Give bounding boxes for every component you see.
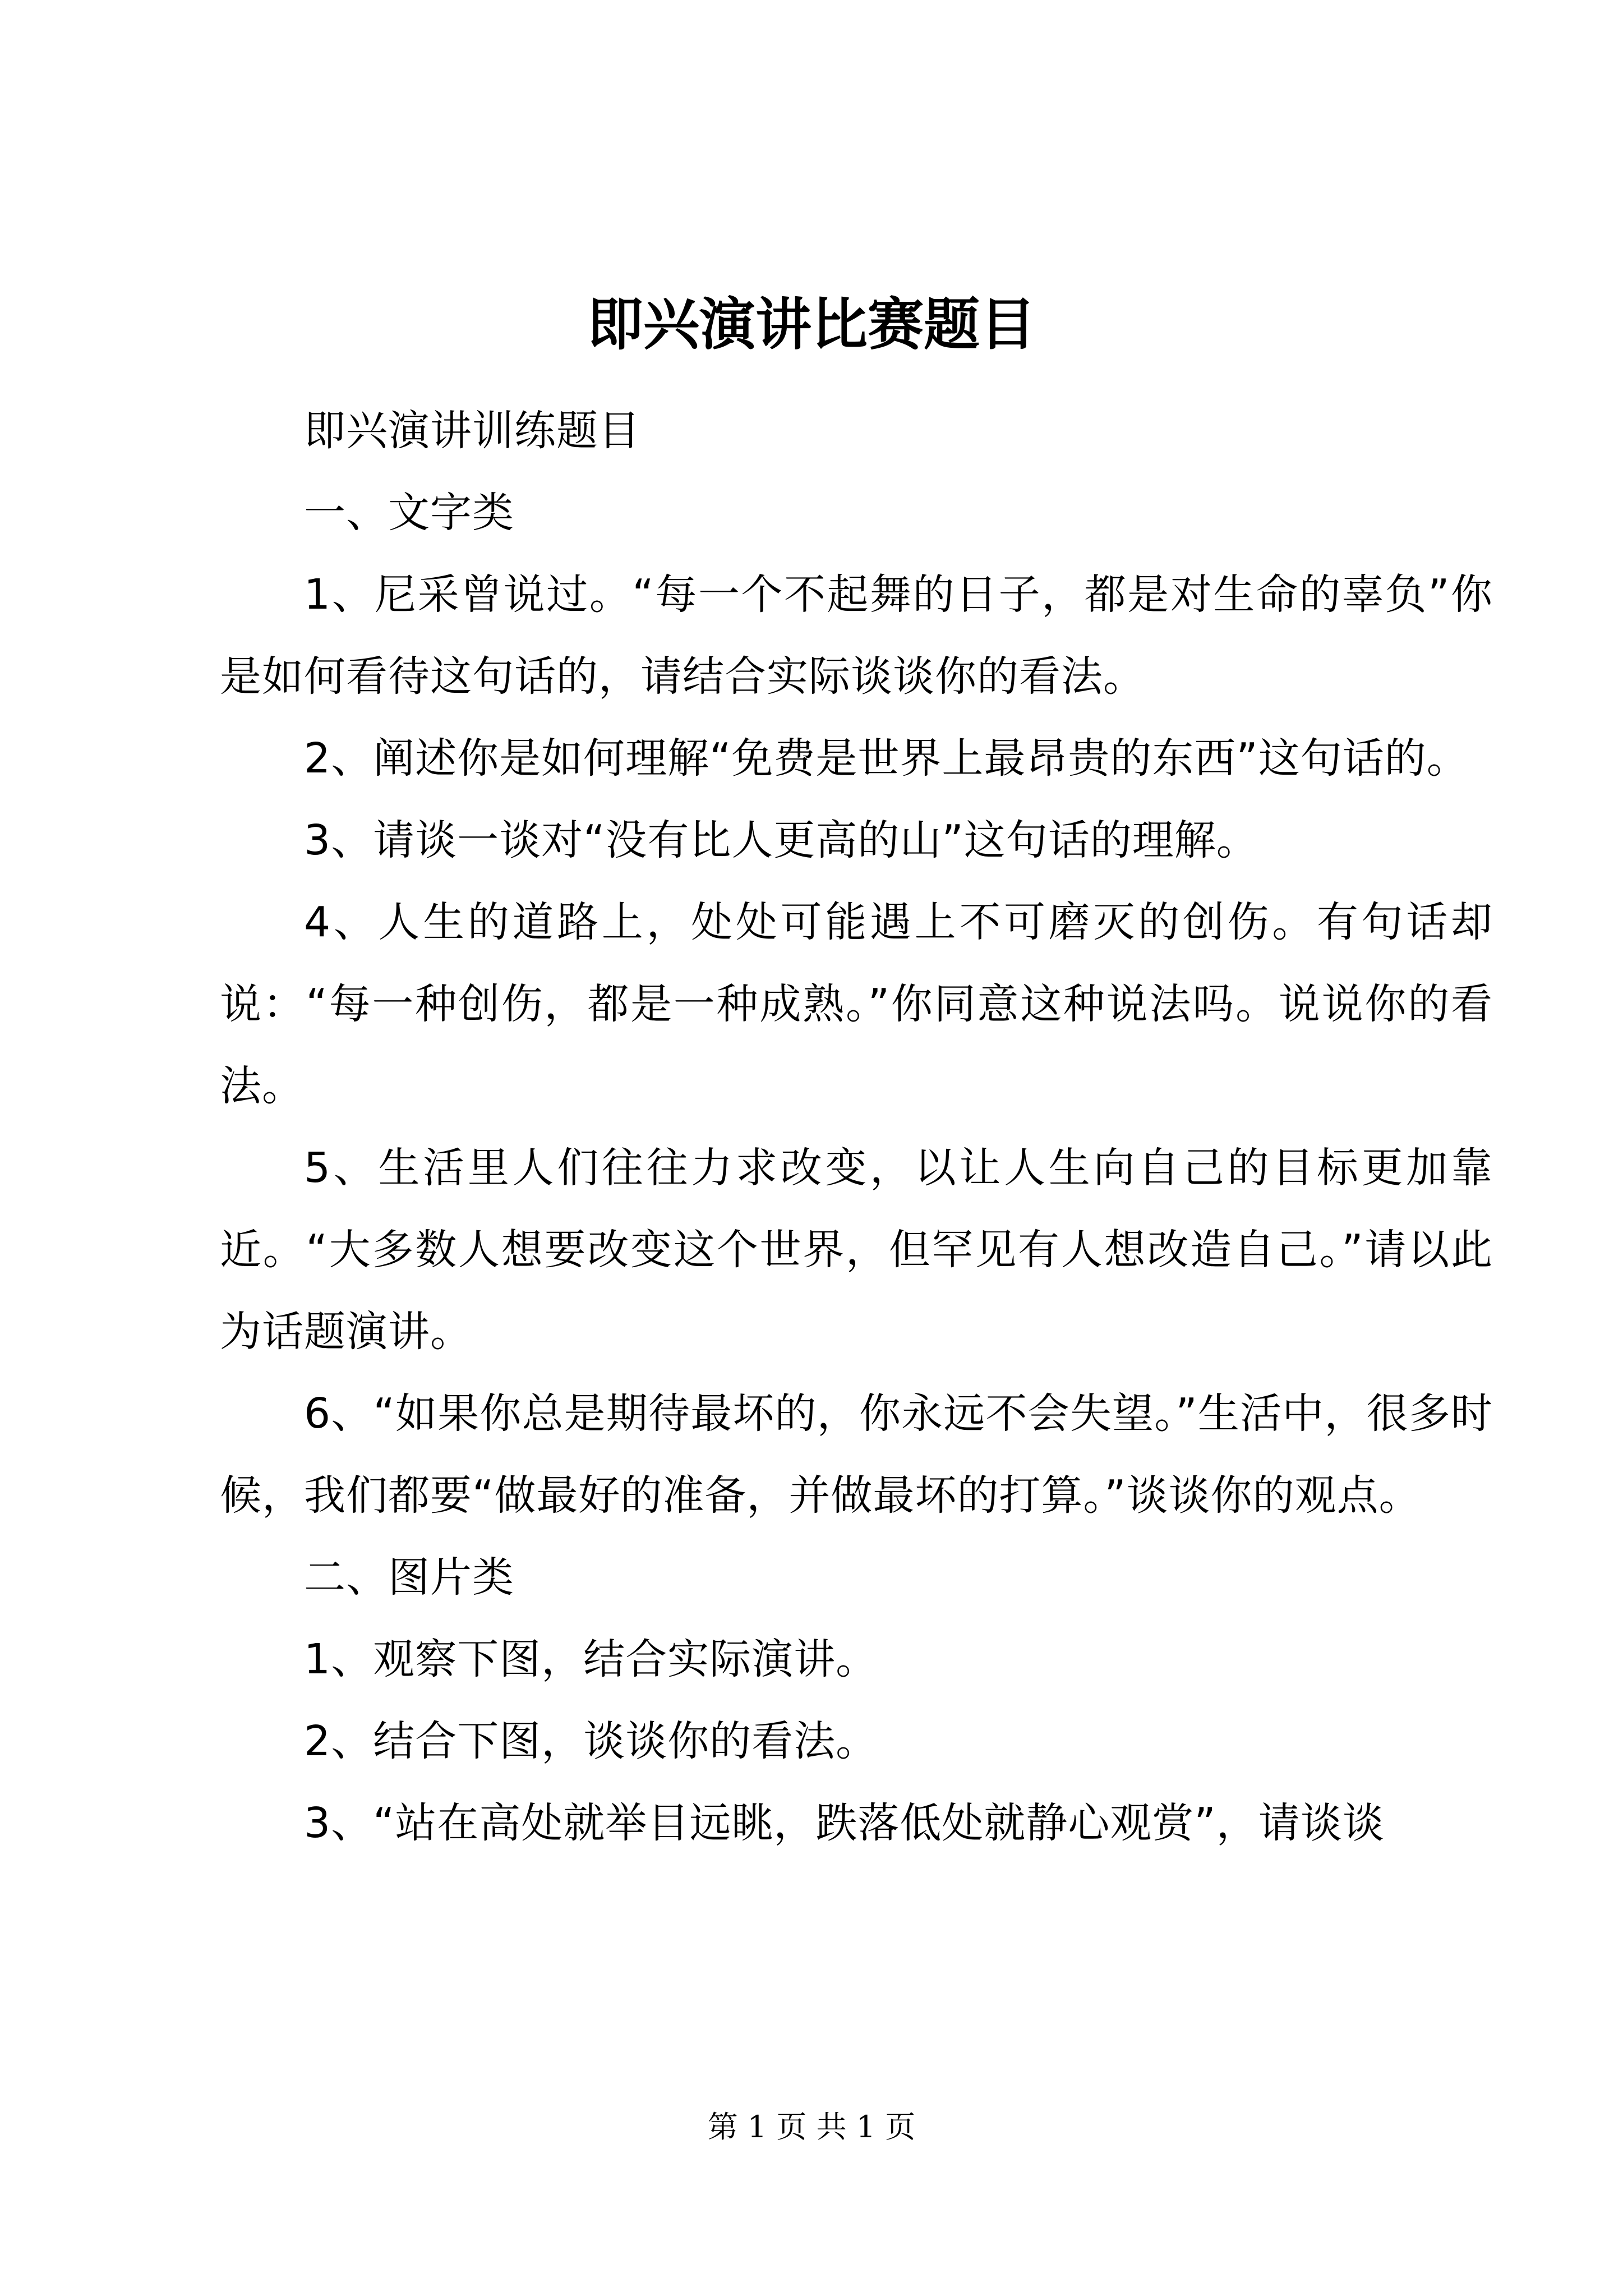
paragraph-item-1: 1、尼采曾说过。“每一个不起舞的日子，都是对生命的辜负”你是如何看待这句话的，请结合实际谈谈你的看法。 (220, 570, 1493, 701)
paragraph-item-5: 5、生活里人们往往力求改变，以让人生向自己的目标更加靠近。“大多数人想要改变这个世界，但罕见有人想改造自己。”请以此为话题演讲。 (220, 1144, 1493, 1356)
paragraph-image-item-1: 1、观察下图，结合实际演讲。 (304, 1635, 878, 1683)
paragraph-item-3: 3、请谈一谈对“没有比人更高的山”这句话的理解。 (304, 816, 1258, 864)
paragraph-item-4: 4、人生的道路上，处处可能遇上不可磨灭的创伤。有句话却说：“每一种创伤，都是一种成熟。”你同意这种说法吗。说说你的看法。 (220, 898, 1493, 1110)
paragraph-item-2: 2、阐述你是如何理解“免费是世界上最昂贵的东西”这句话的。 (304, 734, 1469, 783)
paragraph-section-images: 二、图片类 (304, 1553, 514, 1602)
paragraph-image-item-3: 3、“站在高处就举目远眺，跌落低处就静心观赏”，请谈谈 (304, 1799, 1385, 1847)
document-body (220, 390, 1493, 1864)
paragraph-image-item-2: 2、结合下图，谈谈你的看法。 (304, 1717, 878, 1765)
document-title: 即兴演讲比赛题目 (587, 291, 1036, 357)
page-footer: 第 1 页 共 1 页 (707, 2109, 916, 2145)
paragraph-section-text: 一、文字类 (304, 489, 514, 537)
paragraph-item-6: 6、“如果你总是期待最坏的，你永远不会失望。”生活中，很多时候，我们都要“做最好的准备，并做最坏的打算。”谈谈你的观点。 (220, 1389, 1493, 1520)
paragraph-subtitle: 即兴演讲训练题目 (304, 407, 640, 455)
